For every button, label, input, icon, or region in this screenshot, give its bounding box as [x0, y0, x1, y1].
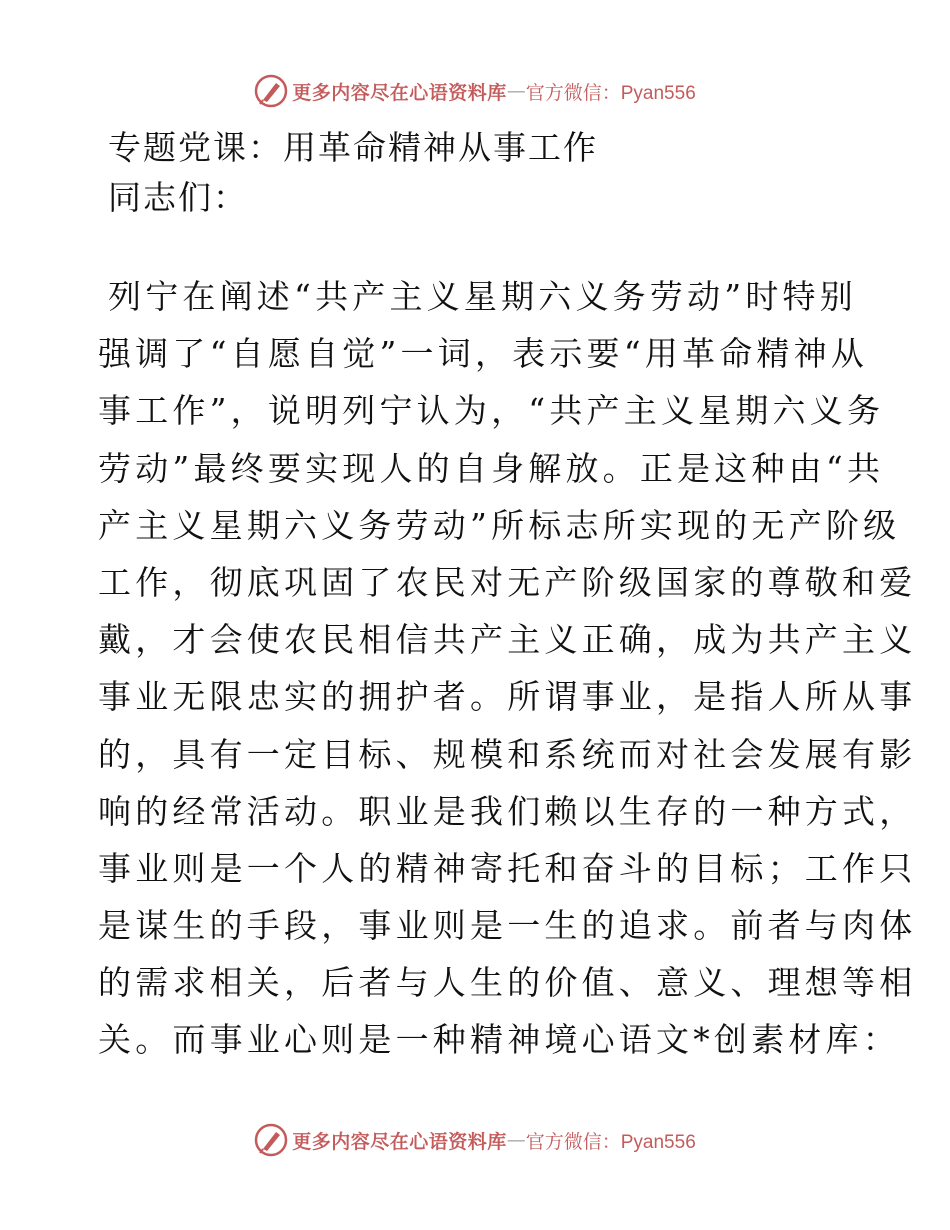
paragraph-line: 工作，彻底巩固了农民对无产阶级国家的尊敬和爱: [98, 562, 917, 602]
greeting: 同志们：: [108, 178, 248, 217]
paragraph-line: 的需求相关，后者与人生的价值、意义、理想等相: [98, 963, 917, 1003]
watermark-text: 更多内容尽在心语资料库: [292, 81, 507, 104]
watermark-account: 官方微信：Pyan556: [525, 1131, 696, 1153]
feather-pen-icon: [254, 74, 288, 108]
watermark-separator: —: [506, 1129, 526, 1151]
paragraph-line: 戴，才会使农民相信共产主义正确，成为共产主义: [98, 620, 917, 660]
feather-pen-icon: [254, 1123, 288, 1157]
document-title: 专题党课：用革命精神从事工作: [108, 128, 598, 167]
watermark-separator: —: [506, 80, 526, 102]
paragraph-line: 响的经常活动。职业是我们赖以生存的一种方式，: [98, 791, 917, 831]
watermark-account: 官方微信：Pyan556: [525, 82, 696, 104]
footer-watermark-banner: [0, 1120, 950, 1160]
paragraph-line: 关。而事业心则是一种精神境心语文*创素材库：: [98, 1020, 900, 1060]
paragraph-line: 事工作”，说明列宁认为，“共产主义星期六义务: [98, 391, 885, 431]
watermark-text: 更多内容尽在心语资料库: [292, 1130, 507, 1153]
paragraph-line: 是谋生的手段，事业则是一生的追求。前者与肉体: [98, 906, 917, 946]
paragraph-line: 劳动”最终要实现人的自身解放。正是这种由“共: [98, 448, 885, 488]
paragraph-line: 事业无限忠实的拥护者。所谓事业，是指人所从事: [98, 677, 917, 717]
paragraph-line: 强调了“自愿自觉”一词，表示要“用革命精神从: [98, 334, 869, 374]
paragraph-line: 的，具有一定目标、规模和系统而对社会发展有影: [98, 734, 917, 774]
paragraph-line: 列宁在阐述“共产主义星期六义务劳动”时特别: [108, 277, 857, 316]
header-watermark-banner: [0, 71, 950, 111]
body-paragraph: [98, 268, 917, 1069]
paragraph-line: 产主义星期六义务劳动”所标志所实现的无产阶级: [98, 505, 901, 545]
paragraph-line: 事业则是一个人的精神寄托和奋斗的目标；工作只: [98, 848, 917, 888]
